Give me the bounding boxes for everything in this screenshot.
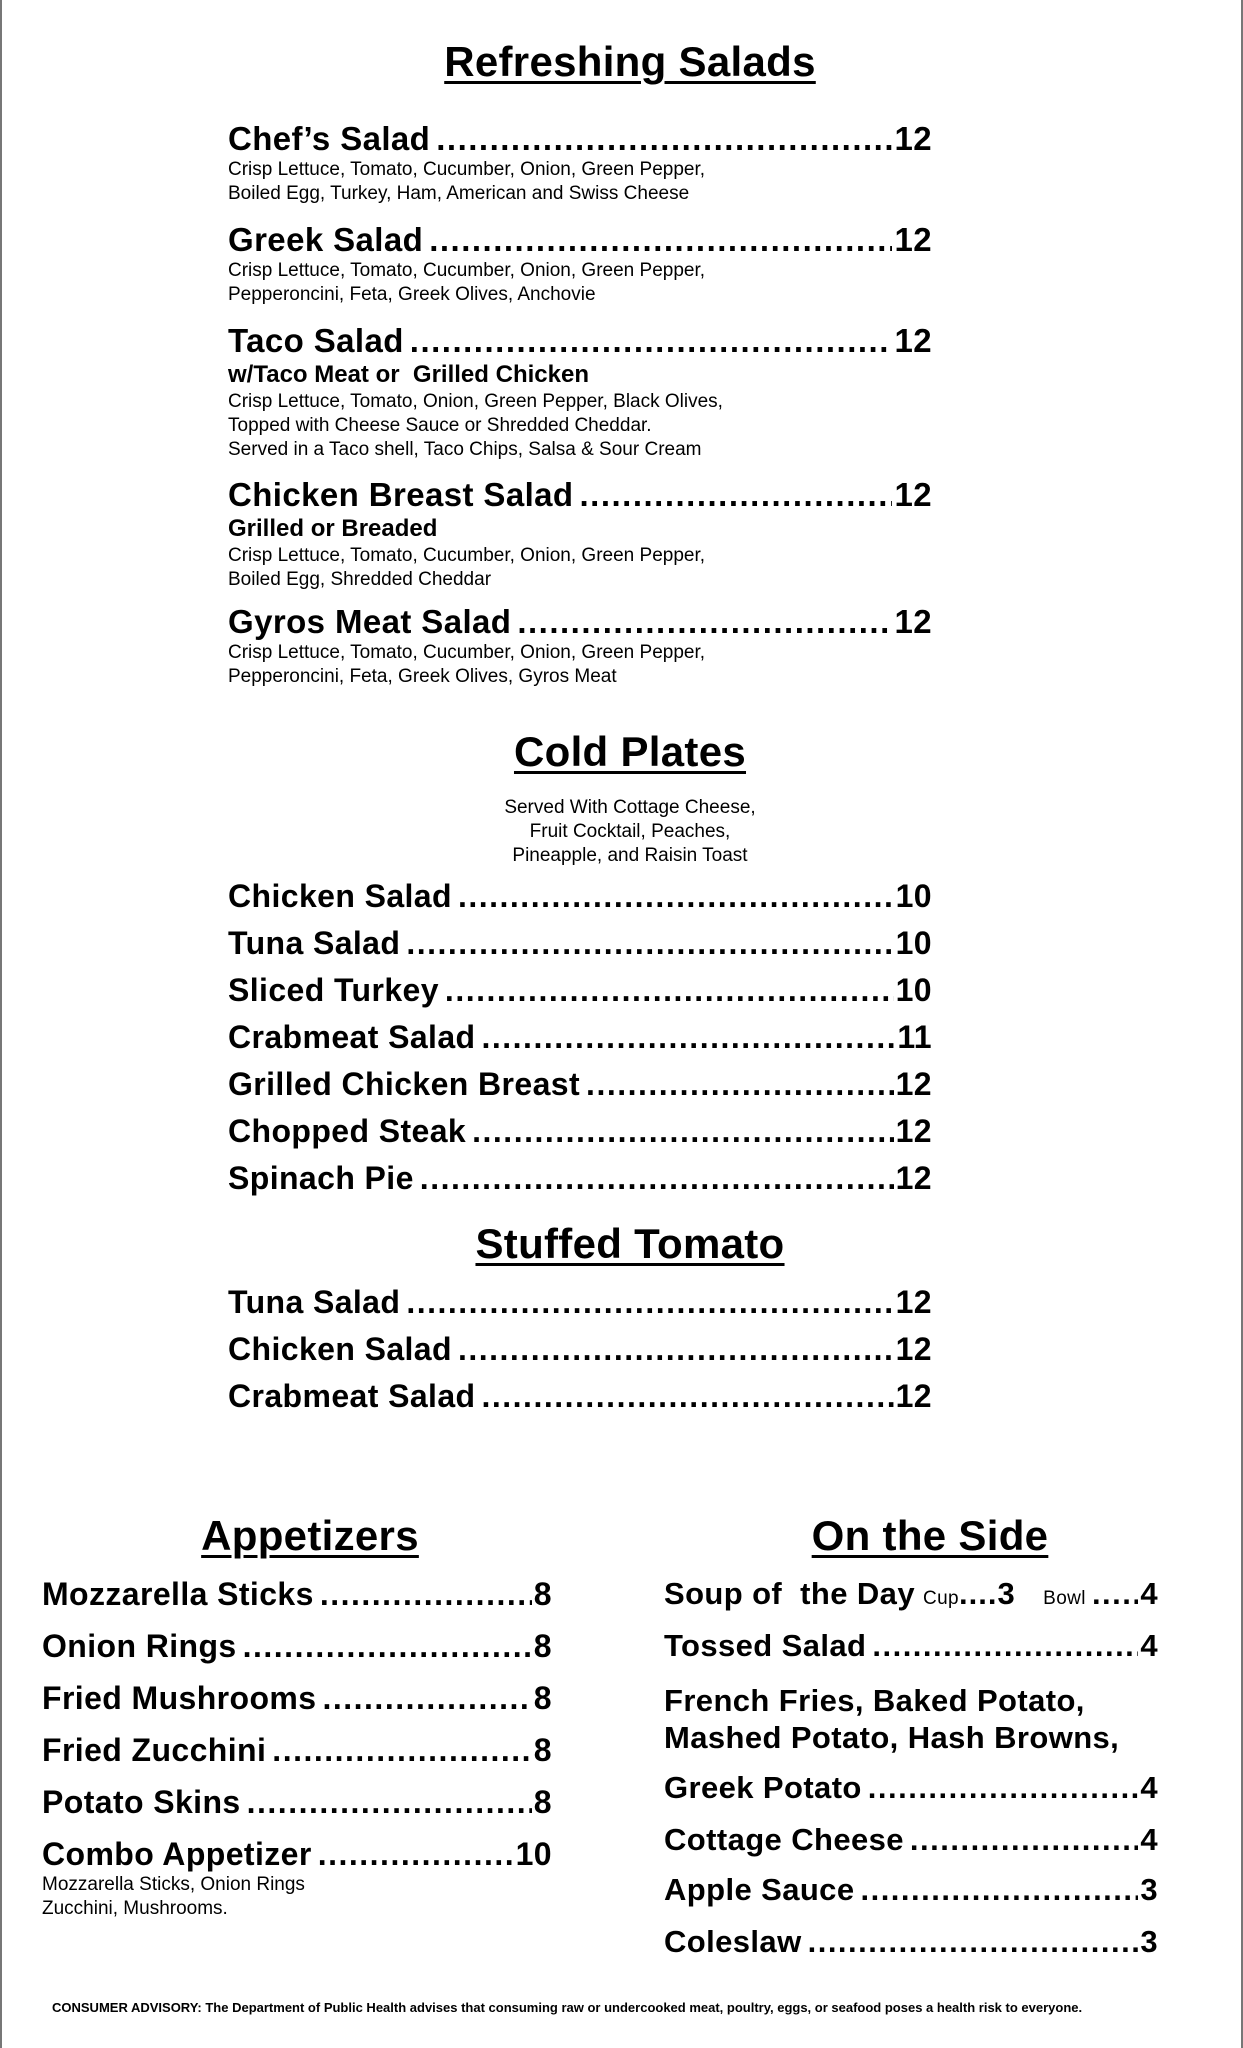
item-name: Potato Skins <box>42 1784 241 1820</box>
leader-dots <box>586 1066 894 1103</box>
item-name: Mozzarella Sticks <box>42 1576 314 1612</box>
leader-dots <box>420 1160 894 1197</box>
item-name: Crabmeat Salad <box>228 1378 476 1414</box>
menu-item <box>42 1680 552 1732</box>
item-name: Tuna Salad <box>228 1284 401 1320</box>
menu-item <box>42 1732 552 1784</box>
note-line: Pineapple, and Raisin Toast <box>512 845 748 866</box>
bowl-label: Bowl <box>1043 1588 1086 1609</box>
item-description: Crisp Lettuce, Tomato, Cucumber, Onion, Green Pepper, <box>228 159 706 180</box>
item-name: Spinach Pie <box>228 1160 414 1196</box>
item-price: 10 <box>895 878 932 914</box>
item-name: Chicken Breast Salad <box>228 476 574 513</box>
consumer-advisory: CONSUMER ADVISORY: The Department of Public Health advises that consuming raw or undercooked meat, poultry, eggs, or seafood poses a health risk to everyone. <box>52 2000 1083 2015</box>
menu-item-chefs-salad <box>228 120 932 221</box>
leader-dots <box>517 603 892 641</box>
salads-title: Refreshing Salads <box>444 38 816 85</box>
leader-dots <box>318 1836 514 1873</box>
menu-item <box>228 1019 932 1066</box>
menu-item-soup <box>664 1576 1158 1628</box>
leader-dots <box>872 1628 1138 1664</box>
item-description: Crisp Lettuce, Tomato, Onion, Green Pepper, Black Olives, <box>228 391 723 412</box>
leader-dots <box>860 1872 1138 1908</box>
stuffed-tomato-list <box>228 1284 932 1425</box>
item-price: 8 <box>533 1784 552 1820</box>
item-name: Coleslaw <box>664 1924 802 1959</box>
item-name: Crabmeat Salad <box>228 1019 476 1055</box>
item-description: Crisp Lettuce, Tomato, Cucumber, Onion, Green Pepper, <box>228 545 706 566</box>
cup-label: Cup <box>922 1588 960 1609</box>
item-name: Fried Mushrooms <box>42 1680 317 1716</box>
menu-item <box>228 972 932 1019</box>
item-description: Boiled Egg, Turkey, Ham, American and Swiss Cheese <box>228 183 690 204</box>
item-price: 8 <box>533 1732 552 1768</box>
item-name: Sliced Turkey <box>228 972 439 1008</box>
salads-list <box>228 120 932 693</box>
leader-dots <box>429 221 892 259</box>
item-price: 12 <box>895 1378 932 1414</box>
leader-dots <box>322 1680 531 1717</box>
item-description: Mozzarella Sticks, Onion Rings <box>42 1874 305 1895</box>
leader-dots <box>1092 1576 1138 1612</box>
menu-item-chicken-breast-salad <box>228 476 932 603</box>
item-price: 12 <box>894 221 932 258</box>
item-subtitle: Grilled or Breaded <box>228 515 438 542</box>
item-price: 12 <box>894 476 932 513</box>
item-price: 10 <box>895 972 932 1008</box>
menu-item-potato-options <box>664 1680 1158 1770</box>
item-price: 12 <box>894 322 932 359</box>
leader-dots <box>406 925 893 962</box>
menu-item <box>664 1822 1158 1872</box>
note-line: Fruit Cocktail, Peaches, <box>529 821 731 842</box>
menu-item <box>42 1576 552 1628</box>
leader-dots <box>481 1378 893 1415</box>
item-name: Taco Salad <box>228 322 404 359</box>
menu-item-combo-appetizer <box>42 1836 552 1921</box>
menu-item <box>228 1284 932 1331</box>
item-price: 8 <box>533 1680 552 1716</box>
item-name: Combo Appetizer <box>42 1836 312 1872</box>
appetizers-list <box>42 1576 552 1921</box>
leader-dots <box>481 1019 895 1056</box>
leader-dots <box>868 1770 1139 1806</box>
leader-dots <box>458 1331 894 1368</box>
item-price: 4 <box>1140 1770 1158 1805</box>
leader-dots <box>243 1628 532 1665</box>
leader-dots <box>247 1784 532 1821</box>
cold-plates-note <box>400 796 860 868</box>
item-name: Apple Sauce <box>664 1872 855 1907</box>
item-name: Greek Potato <box>664 1770 862 1805</box>
item-subtitle: w/Taco Meat or Grilled Chicken <box>228 361 589 388</box>
item-name: Greek Salad <box>228 221 424 258</box>
leader-dots <box>406 1284 893 1321</box>
menu-item <box>228 1331 932 1378</box>
menu-item <box>42 1784 552 1836</box>
item-price: 8 <box>533 1628 552 1664</box>
item-name: Tossed Salad <box>664 1628 867 1663</box>
item-description: Pepperoncini, Feta, Greek Olives, Anchovie <box>228 284 596 305</box>
leader-dots <box>579 476 892 514</box>
item-price: 4 <box>1140 1822 1158 1857</box>
item-description: Pepperoncini, Feta, Greek Olives, Gyros Meat <box>228 666 617 687</box>
on-the-side-list <box>664 1576 1158 1976</box>
item-name: Soup of the Day <box>664 1576 915 1611</box>
item-price: 10 <box>895 925 932 961</box>
leader-dots <box>458 878 894 915</box>
menu-item <box>664 1628 1158 1680</box>
item-price: 3 <box>1140 1924 1158 1959</box>
cup-price: 3 <box>997 1576 1016 1611</box>
item-name: Chicken Salad <box>228 1331 452 1367</box>
item-price: 12 <box>895 1284 932 1320</box>
menu-item-taco-salad <box>228 322 932 476</box>
menu-item-gyros-meat-salad <box>228 603 932 693</box>
item-price: 3 <box>1140 1872 1158 1907</box>
menu-item <box>228 1066 932 1113</box>
item-description: Topped with Cheese Sauce or Shredded Cheddar. <box>228 415 652 436</box>
cold-plates-list <box>228 878 932 1207</box>
menu-item <box>42 1628 552 1680</box>
item-name: Chopped Steak <box>228 1113 467 1149</box>
appetizers-title: Appetizers <box>201 1512 419 1559</box>
item-name: Fried Zucchini <box>42 1732 267 1768</box>
item-name: Cottage Cheese <box>664 1822 904 1857</box>
menu-item <box>228 1160 932 1207</box>
on-the-side-title: On the Side <box>811 1512 1049 1559</box>
menu-item <box>228 1113 932 1160</box>
leader-dots <box>436 120 892 158</box>
item-price: 11 <box>897 1019 932 1055</box>
item-price: 12 <box>895 1331 932 1367</box>
item-description: Zucchini, Mushrooms. <box>42 1898 228 1919</box>
item-name: Tuna Salad <box>228 925 401 961</box>
cold-plates-title: Cold Plates <box>513 728 747 775</box>
menu-item <box>228 1378 932 1425</box>
item-name: Chef’s Salad <box>228 120 431 157</box>
potato-line: Mashed Potato, Hash Browns, <box>664 1720 1120 1755</box>
item-price: 10 <box>515 1836 552 1872</box>
leader-dots <box>445 972 894 1009</box>
item-name: Gyros Meat Salad <box>228 603 512 640</box>
item-price: 12 <box>895 1160 932 1196</box>
bowl-price: 4 <box>1140 1576 1158 1611</box>
item-description: Crisp Lettuce, Tomato, Cucumber, Onion, Green Pepper, <box>228 642 706 663</box>
item-name: Grilled Chicken Breast <box>228 1066 581 1102</box>
item-name: Chicken Salad <box>228 878 452 914</box>
stuffed-tomato-title: Stuffed Tomato <box>475 1220 785 1267</box>
leader-dots <box>910 1822 1138 1858</box>
menu-item <box>664 1924 1158 1976</box>
item-price: 12 <box>894 120 932 157</box>
menu-item <box>228 878 932 925</box>
item-description: Crisp Lettuce, Tomato, Cucumber, Onion, Green Pepper, <box>228 260 706 281</box>
potato-line: French Fries, Baked Potato, <box>664 1683 1085 1718</box>
leader-dots: .... <box>959 1576 998 1611</box>
menu-item <box>664 1872 1158 1924</box>
item-description: Served in a Taco shell, Taco Chips, Salsa & Sour Cream <box>228 439 702 460</box>
leader-dots <box>272 1732 532 1769</box>
item-price: 12 <box>895 1066 932 1102</box>
menu-item <box>228 925 932 972</box>
item-description: Boiled Egg, Shredded Cheddar <box>228 569 492 590</box>
note-line: Served With Cottage Cheese, <box>504 797 756 818</box>
item-name: Onion Rings <box>42 1628 237 1664</box>
leader-dots <box>472 1113 893 1150</box>
menu-item <box>664 1770 1158 1822</box>
leader-dots <box>320 1576 532 1613</box>
item-price: 12 <box>895 1113 932 1149</box>
leader-dots <box>410 322 893 360</box>
item-price: 12 <box>894 603 932 640</box>
item-price: 4 <box>1140 1628 1158 1663</box>
item-price: 8 <box>533 1576 552 1612</box>
leader-dots <box>808 1924 1139 1960</box>
menu-item-greek-salad <box>228 221 932 322</box>
